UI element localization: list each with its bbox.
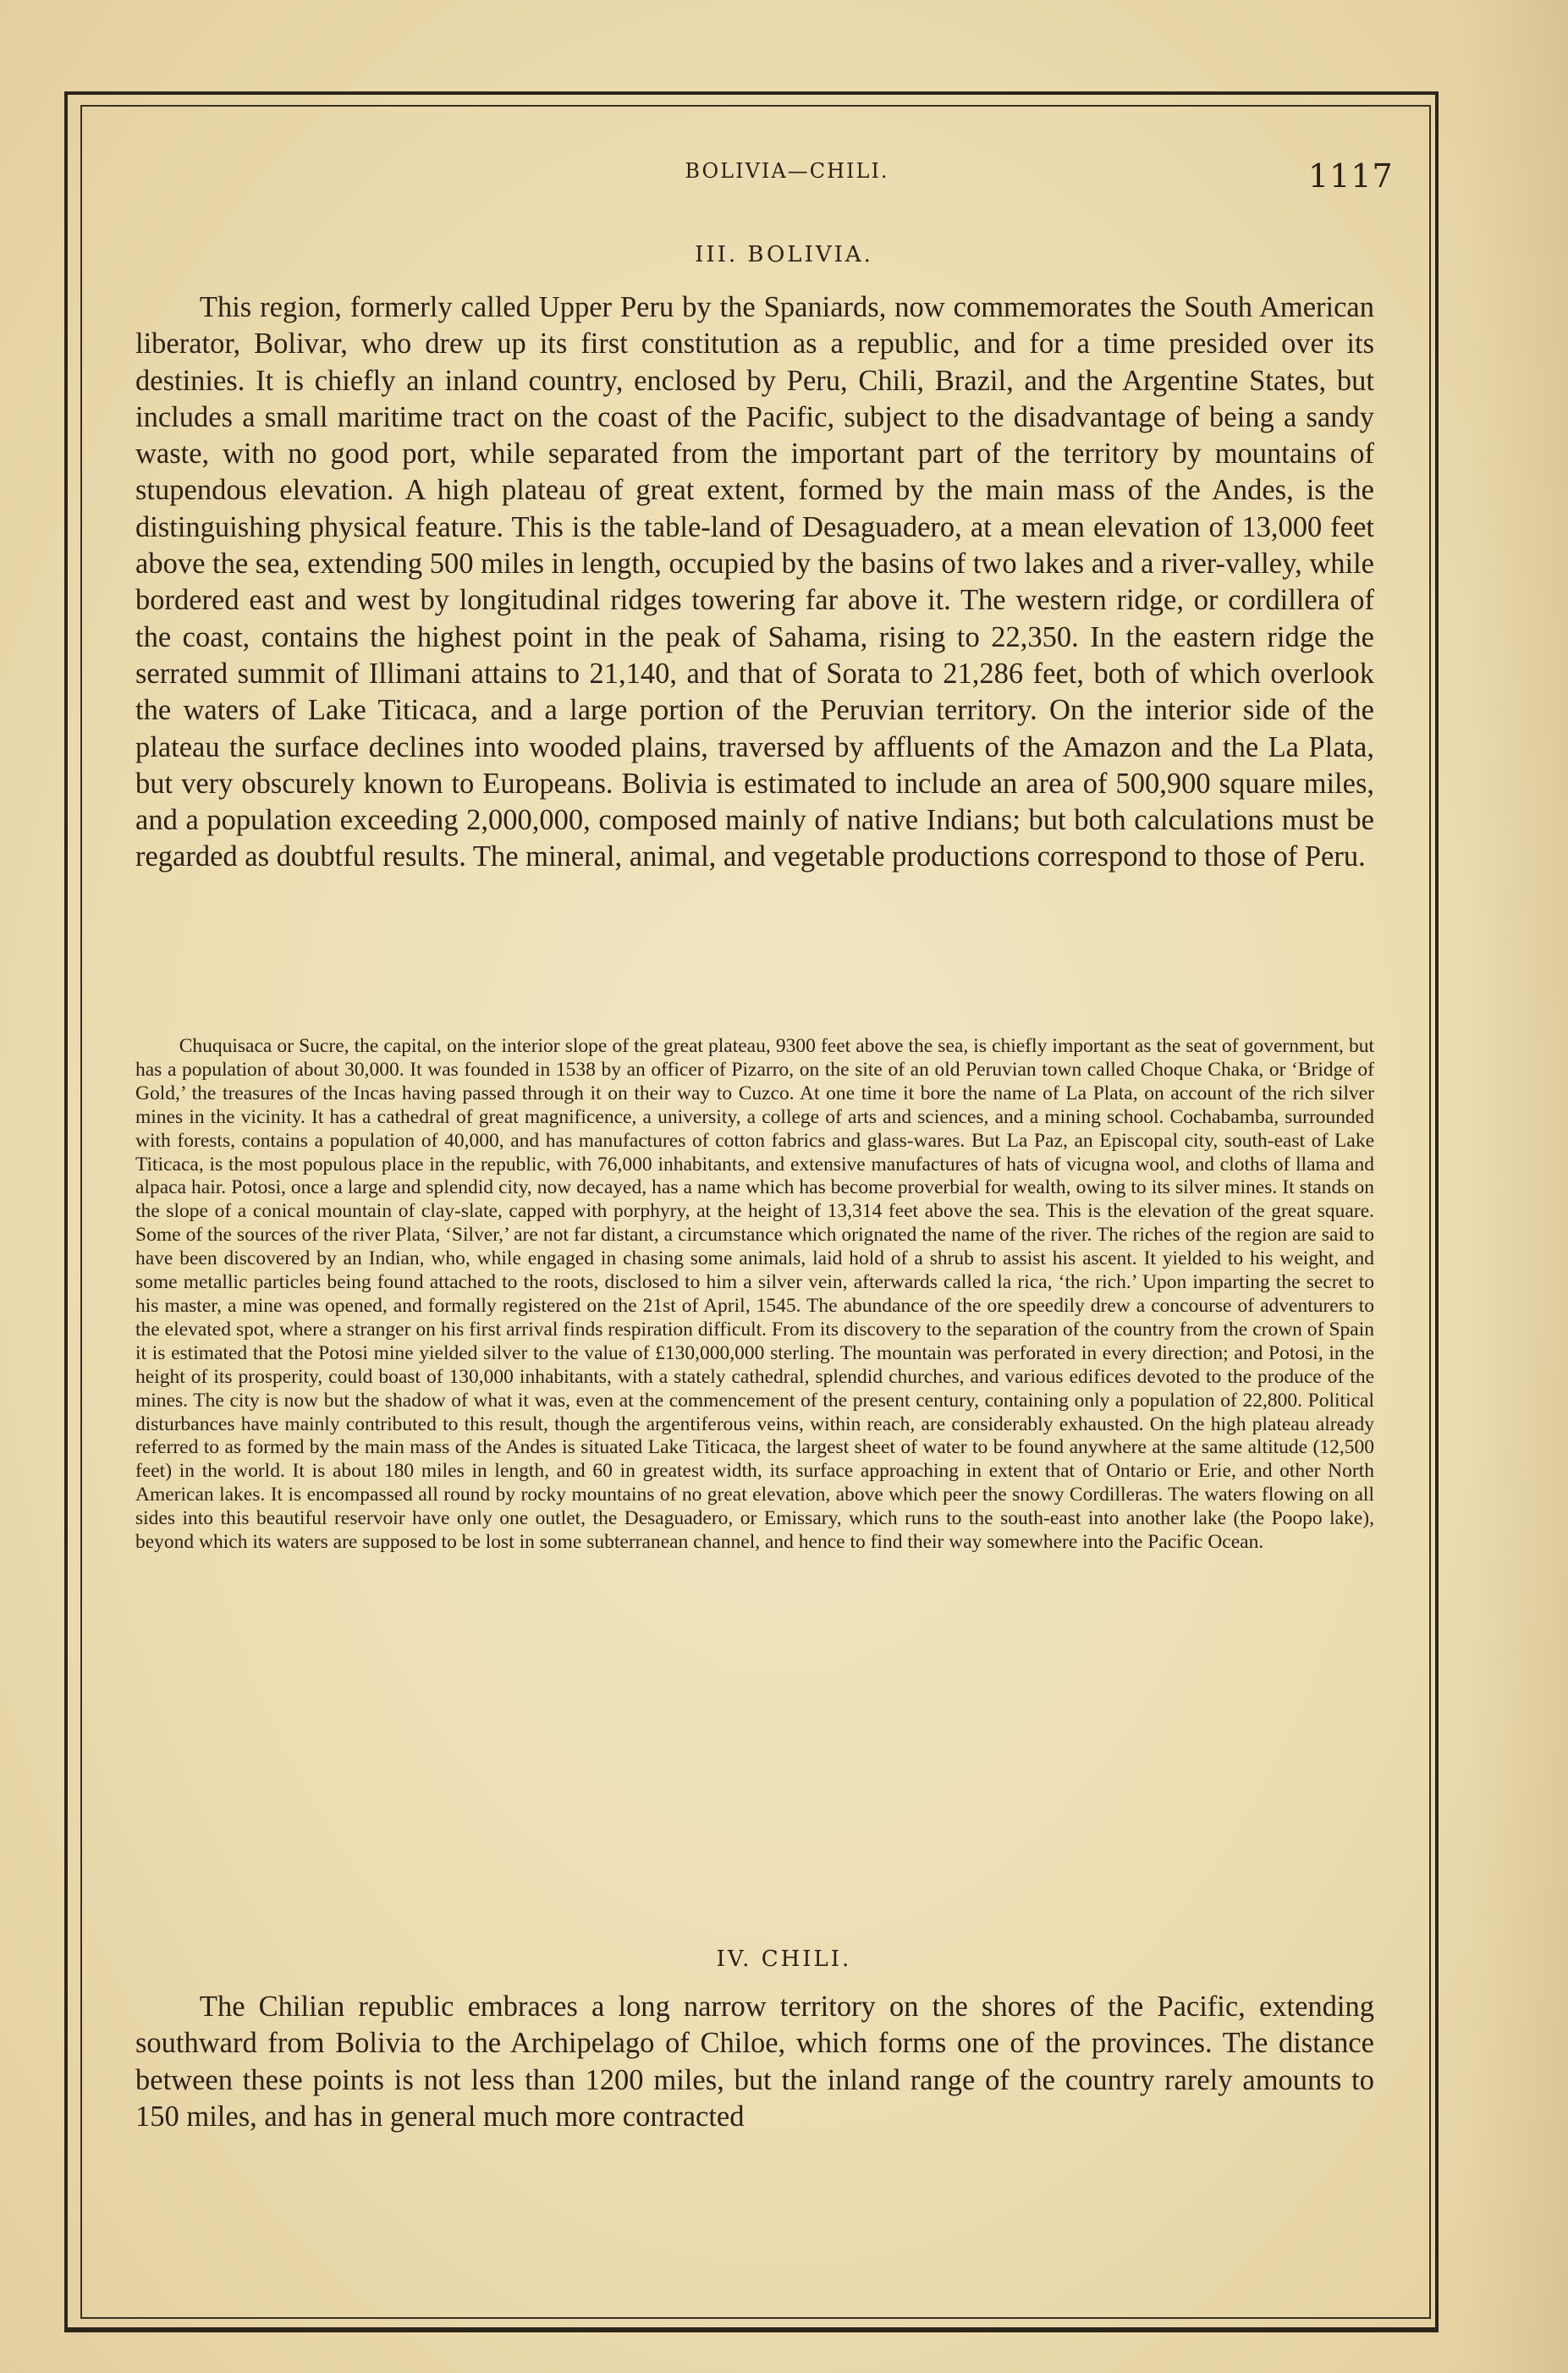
section-title-bolivia: III. BOLIVIA. (695, 242, 873, 267)
bolivia-main-paragraph: This region, formerly called Upper Peru by the Spaniards, now commemorates the South American liberator, Bolivar, who drew up its first constitution as a republic, and for a time presided over its destinies. It is chiefly an inland country, enclosed by Peru, Chili, Brazil, and the Argentine States, but includes a small maritime tract on the coast of the Pacific, subject to the disadvantage of being a sandy waste, with no good port, while separated from the important part of the territory by mountains of stupendous elevation. A high plateau of great extent, formed by the main mass of the Andes, is the distinguishing physical feature. This is the table-land of Desaguadero, at a mean elevation of 13,000 feet above the sea, extending 500 miles in length, occupied by the basins of two lakes and a river-valley, while bordered east and west by longitudinal ridges towering far above it. The western ridge, or cordillera of the coast, contains the highest point in the peak of Sahama, rising to 22,350. In the eastern ridge the serrated summit of Illimani attains to 21,140, and that of Sorata to 21,286 feet, both of which overlook the waters of Lake Titicaca, and a large portion of the Peruvian territory. On the interior side of the plateau the surface declines into wooded plains, traversed by affluents of the Amazon and the La Plata, but very obscurely known to Europeans. Bolivia is estimated to include an area of 500,900 square miles, and a population exceeding 2,000,000, composed mainly of native Indians; but both calculations must be regarded as doubtful results. The mineral, animal, and vegetable productions correspond to those of Peru. (135, 291, 1374, 873)
bottom-rule (64, 2327, 1435, 2329)
section-title-chili: IV. CHILI. (716, 1946, 852, 1972)
running-head: BOLIVIA—CHILI. (685, 159, 889, 183)
page-edge-shading (1466, 0, 1568, 2373)
page-number: 1117 (1308, 157, 1394, 195)
chili-main-paragraph: The Chilian republic embraces a long narrow territory on the shores of the Pacific, extending southward from Bolivia to the Archipelago of Chiloe, which forms one of the provinces. The distance between these points is not less than 1200 miles, but the inland range of the country rarely amounts to 150 miles, and has in general much more contracted (135, 1990, 1374, 2133)
bolivia-detail-paragraph: Chuquisaca or Sucre, the capital, on the interior slope of the great plateau, 9300 feet above the sea, is chiefly important as the seat of government, but has a population of about 30,000. It was founded in 1538 by an officer of Pizarro, on the site of an old Peruvian town called Choque Chaka, or ‘Bridge of Gold,’ the treasures of the Incas having passed through it on their way to Cuzco. At one time it bore the name of La Plata, on account of the rich silver mines in the vicinity. It has a cathedral of great magnificence, a university, a college of arts and sciences, and a mining school. Cochabamba, surrounded with forests, contains a population of 40,000, and has manufactures of cotton fabrics and glass-wares. But La Paz, an Episcopal city, south-east of Lake Titicaca, is the most populous place in the republic, with 76,000 inhabitants, and extensive manufactures of hats of vicugna wool, and cloths of llama and alpaca hair. Potosi, once a large and splendid city, now decayed, has a name which has become proverbial for wealth, owing to its silver mines. It stands on the slope of a conical mountain of clay-slate, capped with porphyry, at the height of 13,314 feet above the sea. This is the elevation of the great square. Some of the sources of the river Plata, ‘Silver,’ are not far distant, a circumstance which orignated the name of the river. The riches of the region are said to have been discovered by an Indian, who, while engaged in chasing some animals, laid hold of a shrub to assist his ascent. It yielded to his weight, and some metallic particles being found attached to the roots, disclosed to him a silver vein, afterwards called la rica, ‘the rich.’ Upon imparting the secret to his master, a mine was opened, and formally registered on the 21st of April, 1545. The abundance of the ore speedily drew a concourse of adventurers to the elevated spot, where a stranger on his first arrival finds respiration difficult. From its discovery to the separation of the country from the crown of Spain it is estimated that the Potosi mine yielded silver to the value of £130,000,000 sterling. The mountain was perforated in every direction; and Potosi, in the height of its prosperity, could boast of 130,000 inhabitants, with a stately cathedral, splendid churches, and various edifices devoted to the produce of the mines. The city is now but the shadow of what it was, even at the commencement of the present century, containing only a population of 22,800. Political disturbances have mainly contributed to this result, though the argentiferous veins, within reach, are considerably exhausted. On the high plateau already referred to as formed by the main mass of the Andes is situated Lake Titicaca, the largest sheet of water to be found anywhere at the same altitude (12,500 feet) in the world. It is about 180 miles in length, and 60 in greatest width, its surface approaching in extent that of Ontario or Erie, and other North American lakes. It is encompassed all round by rocky mountains of no great elevation, above which peer the snowy Cordilleras. The waters flowing on all sides into this beautiful reservoir have only one outlet, the Desaguadero, or Emissary, which runs to the south-east into another lake (the Poopo lake), beyond which its waters are supposed to be lost in some subterranean channel, and hence to find their way somewhere into the Pacific Ocean. (135, 1035, 1374, 1554)
